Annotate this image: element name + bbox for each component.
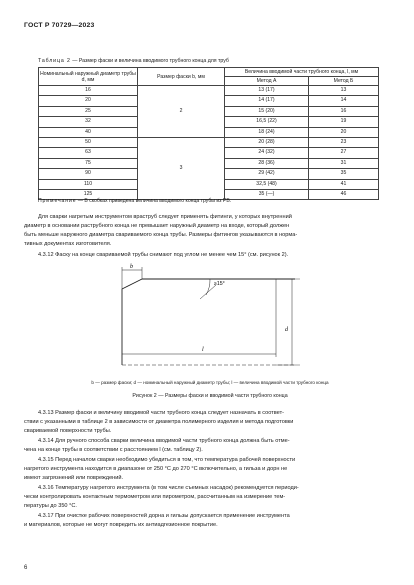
cell-diameter: 16 [39, 86, 138, 96]
text-line: тивных документах изготовителя. [24, 241, 112, 247]
cell-method-a: 15 (20) [225, 106, 309, 116]
cell-diameter: 50 [39, 138, 138, 148]
col-header-method-a: Метод А [225, 77, 309, 86]
cell-diameter: 20 [39, 96, 138, 106]
col-header-length: Величина вводимой части трубного конца, l, мм [225, 68, 379, 77]
label-angle: ≥15° [214, 281, 225, 287]
cell-diameter: 63 [39, 148, 138, 158]
col-header-diameter: Номинальный наружный диаметр трубы d, мм [39, 68, 138, 86]
cell-method-a: 16,5 (22) [225, 117, 309, 127]
cell-method-b: 35 [309, 169, 379, 179]
cell-method-b: 19 [309, 117, 379, 127]
cell-method-a: 29 (42) [225, 169, 309, 179]
cell-method-b: 46 [309, 190, 379, 200]
col-header-method-b: Метод Б [309, 77, 379, 86]
cell-method-b: 31 [309, 158, 379, 168]
text-line: чена на конце трубы в соответствии с расстоянием l (см. таблицу 2). [24, 447, 203, 453]
table-row [39, 86, 379, 96]
paragraph-fittings [24, 213, 388, 249]
table-caption-prefix: Таблица 2 [38, 58, 71, 64]
table-caption-text: — Размер фаски и величина вводимого трубного конца для труб [72, 58, 229, 64]
cell-diameter: 110 [39, 179, 138, 189]
cell-diameter: 90 [39, 169, 138, 179]
paragraph-4-3-16 [24, 484, 388, 511]
label-l: l [202, 347, 204, 353]
paragraph-4-3-12 [38, 251, 388, 260]
note-text: — В скобках приведена величина вводимого конца трубы из PB. [77, 198, 232, 204]
cell-diameter: 25 [39, 106, 138, 116]
angle-leader [200, 285, 216, 299]
figure-legend: b — размер фаски; d — номинальный наружный диаметр трубы; l — величина вводимой части трубного конца [91, 380, 329, 385]
table-row [39, 138, 379, 148]
paragraph-4-3-15 [24, 456, 388, 483]
text-line: 4.3.16 Температуру нагретого инструмента (в том числе съемных насадок) рекомендуется периоди- [38, 485, 299, 491]
cell-method-a: 20 (28) [225, 138, 309, 148]
cell-method-b: 14 [309, 96, 379, 106]
col-header-chamfer: Размер фаски b, мм [138, 68, 225, 86]
cell-method-b: 23 [309, 138, 379, 148]
cell-method-a: 32,5 (48) [225, 179, 309, 189]
chamfer-edge [122, 279, 142, 289]
note-label: Примечание [38, 198, 77, 204]
cell-method-a: 35 (—) [225, 190, 309, 200]
label-b: b [130, 264, 133, 270]
text-line: быть меньше наружного диаметра свариваемого конца трубы. Размеры фитингов указываются в норма- [24, 232, 298, 238]
label-d: d [285, 327, 288, 333]
paragraph-4-3-13 [24, 409, 388, 436]
text-line: Для сварки нагретым инструментом враструб следует применять фитинги, у которых внутренний [38, 214, 292, 220]
chamfer-table [38, 67, 379, 200]
text-line: и материалов, которые не могут повредить их антиадгезионное покрытие. [24, 522, 218, 528]
text-line: 4.3.15 Перед началом сварки необходимо убедиться в том, что температура рабочей поверхности [38, 457, 296, 463]
angle-arc [206, 279, 210, 295]
cell-method-b: 13 [309, 86, 379, 96]
text-line: 4.3.13 Размер фаски и величину вводимой части трубного конца следует назначать в соответ- [38, 410, 284, 416]
table-note [38, 198, 378, 204]
text-line: 4.3.12 Фаску на конце свариваемой трубы снимают под углом не менее чем 15° (см. рисунок 2). [38, 252, 289, 258]
text-line: чески контролировать контактным термометром или пирометром, рассчитанным на измерение тем- [24, 494, 286, 500]
text-line: ствии с указанными в таблице 2 в зависимости от диаметра полимерного изделия и метода подготовки [24, 419, 294, 425]
cell-diameter: 125 [39, 190, 138, 200]
text-line: диаметр в основании раструбного конца не превышает наружный диаметр на входе, который должен [24, 223, 290, 229]
figure-caption: Рисунок 2 — Размеры фаски и вводимой части трубного конца [132, 393, 288, 399]
text-line: свариваемой поверхности трубы. [24, 428, 112, 434]
page-number: 6 [24, 565, 28, 571]
cell-diameter: 32 [39, 117, 138, 127]
document-header: ГОСТ Р 70729—2023 [24, 22, 95, 29]
text-line: 4.3.17 При очистке рабочих поверхностей дорна и гильзы допускается применение инструмента [38, 513, 290, 519]
cell-diameter: 75 [39, 158, 138, 168]
text-line: имеют загрязнений или повреждений. [24, 475, 124, 481]
text-line: нагретого инструмента находится в диапазоне от 250 °С до 270 °С включительно, а гильза и дорн не [24, 466, 288, 472]
table-caption [38, 58, 229, 64]
cell-method-b: 27 [309, 148, 379, 158]
cell-method-a: 18 (24) [225, 127, 309, 137]
cell-method-a: 14 (17) [225, 96, 309, 106]
cell-method-b: 16 [309, 106, 379, 116]
cell-method-a: 13 (17) [225, 86, 309, 96]
text-line: 4.3.14 Для ручного способа сварки величина вводимой части трубного конца должна быть отме- [38, 438, 290, 444]
text-line: пературы до 350 °С. [24, 503, 77, 509]
figure-pipe-chamfer [90, 261, 310, 371]
cell-diameter: 40 [39, 127, 138, 137]
paragraph-4-3-17 [24, 512, 388, 530]
paragraph-4-3-14 [24, 437, 388, 455]
cell-chamfer-group-2: 3 [138, 138, 225, 200]
cell-method-b: 20 [309, 127, 379, 137]
cell-method-a: 28 (36) [225, 158, 309, 168]
cell-method-a: 24 (32) [225, 148, 309, 158]
cell-chamfer-group-1: 2 [138, 86, 225, 138]
cell-method-b: 41 [309, 179, 379, 189]
